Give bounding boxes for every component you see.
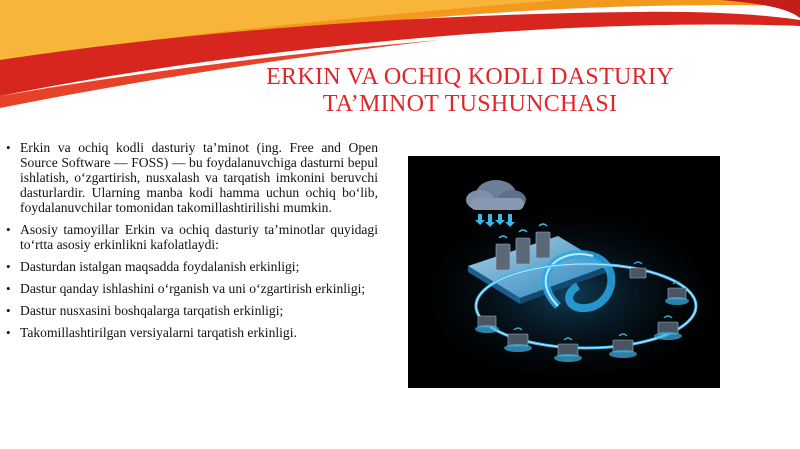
- slide-title-line-1: ERKIN VA OCHIQ KODLI DASTURIY: [266, 64, 674, 90]
- bullet-item: • Asosiy tamoyillar Erkin va ochiq dasturiy ta’minotlar quyidagi to‘rtta asosiy erkinlikni kafolatlaydi:: [6, 222, 378, 252]
- cloud-network-icon: [408, 156, 720, 388]
- bullet-item: • Dastur nusxasini boshqalarga tarqatish erkinligi;: [6, 303, 378, 318]
- slide-title-line-2: TA’MINOT TUSHUNCHASI: [322, 91, 618, 117]
- bullet-item: • Erkin va ochiq kodli dasturiy ta’minot (ing. Free and Open Source Software — FOSS) — bu foydalanuvchiga dasturni bepul ishlatish, o‘zgartirish, nusxalash va tarqatish imkonini beruvchi dasturlardir. Ularning manba kodi hamma uchun ochiq bo‘lib, foydalanuvchilar tomonidan takomillashtirilishi mumkin.: [6, 140, 378, 215]
- bullet-item: • Dastur qanday ishlashini o‘rganish va uni o‘zgartirish erkinligi;: [6, 281, 378, 296]
- bullet-list: [6, 140, 378, 347]
- bullet-item: • Dasturdan istalgan maqsadda foydalanish erkinligi;: [6, 259, 378, 274]
- slide-title: [230, 64, 710, 118]
- bullet-item: • Takomillashtirilgan versiyalarni tarqatish erkinligi.: [6, 325, 378, 340]
- cloud-network-illustration: [408, 156, 720, 388]
